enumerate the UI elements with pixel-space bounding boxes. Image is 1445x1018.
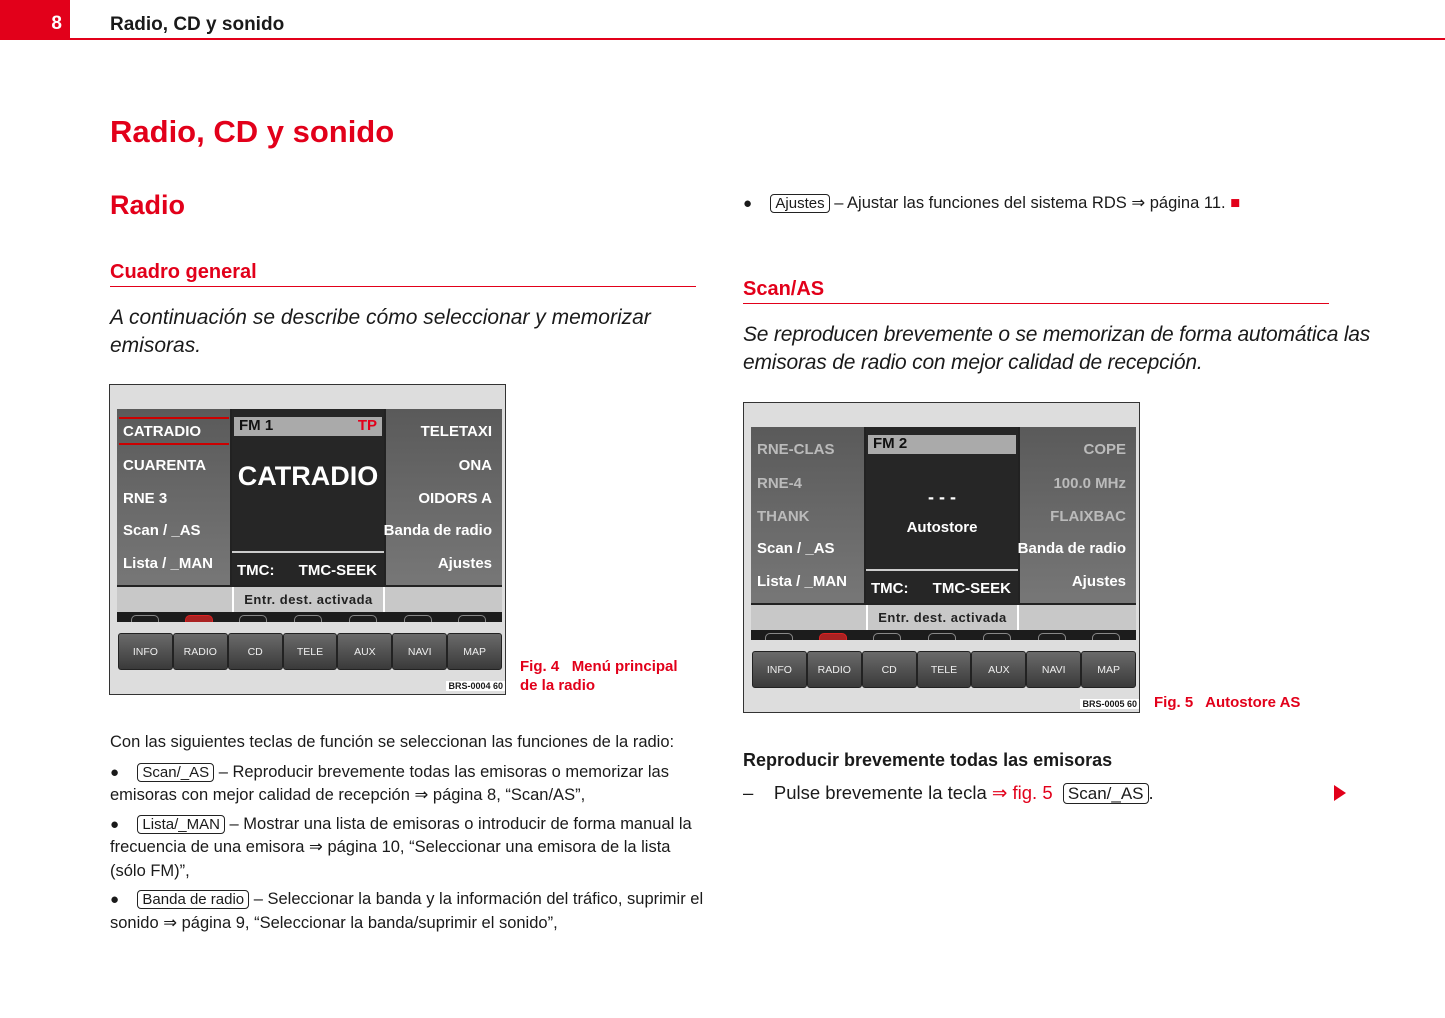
function-section [110, 731, 710, 935]
key-label: Scan/_AS [137, 763, 214, 782]
navi-button[interactable]: NAVI [392, 633, 447, 670]
left-pane [751, 427, 864, 603]
tmc-line [866, 569, 1018, 603]
scan-as-key[interactable]: Scan / _AS [123, 522, 201, 539]
lead-text: Con las siguientes teclas de función se seleccionan las funciones de la radio: [110, 733, 675, 751]
cd-button[interactable]: CD [228, 633, 283, 670]
function-list [110, 761, 710, 936]
intro-text: Se reproducen brevemente o se memorizan de forma automática las emisoras de radio con mejor calidad de recepción. [743, 323, 1371, 374]
ajustes-key[interactable]: Ajustes [437, 555, 492, 572]
key-label: Lista/_MAN [137, 815, 225, 834]
list-item-ajustes: ● Ajustes – Ajustar las funciones del sistema RDS ⇒ página 11. ■ [743, 194, 1241, 212]
tmc-label: TMC: [237, 562, 275, 579]
radio-screen [751, 427, 1136, 640]
status-strip [751, 605, 1136, 630]
running-title: Radio, CD y sonido [110, 14, 285, 35]
key-label: Ajustes [770, 194, 829, 213]
station-name: CATRADIO [237, 461, 379, 491]
radio-screen [117, 409, 502, 622]
intro-text: A continuación se describe cómo seleccionar y memorizar emisoras. [110, 306, 651, 357]
tmc-value: TMC-SEEK [298, 562, 377, 579]
tp-indicator: TP [357, 417, 377, 434]
list-item: ● Lista/_MAN – Mostrar una lista de emisoras o introducir de forma manual la frecuencia de una emisora ⇒ página 10, “Seleccionar una emisora de la lista (sólo FM)”, [110, 814, 692, 880]
map-button[interactable]: MAP [1081, 651, 1136, 688]
figure-code: BRS-0005 60 [1082, 699, 1137, 709]
preset[interactable]: OIDORS A [418, 490, 492, 507]
preset[interactable]: TELETAXI [420, 423, 492, 440]
tele-button[interactable]: TELE [917, 651, 972, 688]
banda-key[interactable]: Banda de radio [383, 522, 492, 539]
preset[interactable]: RNE-CLAS [757, 441, 835, 458]
info-button[interactable]: INFO [752, 651, 807, 688]
item-text: – Seleccionar la banda y la información del tráfico, suprimir el sonido ⇒ página 9, “Seleccionar la banda/suprimir el sonido”, [110, 890, 704, 932]
hardkey-row [118, 633, 502, 670]
figure-5-autostore [743, 402, 1140, 713]
caption-number: Fig. 4 [520, 658, 560, 675]
navi-button[interactable]: NAVI [1026, 651, 1081, 688]
figure-4-caption [520, 657, 695, 695]
center-pane [866, 427, 1018, 603]
page-number: 8 [0, 0, 70, 40]
preset[interactable]: FLAIXBAC [1050, 508, 1126, 525]
tmc-line [232, 551, 384, 585]
map-button[interactable]: MAP [447, 633, 502, 670]
procedure-heading: Reproducir brevemente todas las emisoras [743, 750, 1113, 770]
list-item: ● Banda de radio – Seleccionar la banda y la información del tráfico, suprimir el sonido ⇒ página 9, “Seleccionar la banda/suprimir el sonido”, [110, 890, 704, 932]
page-title: Radio, CD y sonido [110, 114, 395, 149]
status-strip [117, 587, 502, 612]
tele-button[interactable]: TELE [283, 633, 338, 670]
header-rule [70, 38, 1445, 40]
tmc-value: TMC-SEEK [932, 580, 1011, 597]
right-pane [1017, 427, 1136, 603]
center-pane [232, 409, 384, 585]
item-text: – Reproducir brevemente todas las emisoras o memorizar las emisoras con mejor calidad de recepción ⇒ página 8, “Scan/AS”, [110, 762, 669, 804]
left-pane [117, 409, 230, 585]
item-text: – Ajustar las funciones del sistema RDS ⇒ página 11. [829, 194, 1226, 212]
preset[interactable]: RNE-4 [757, 475, 803, 492]
hardkey-row [752, 651, 1136, 688]
lista-man-key[interactable]: Lista / _MAN [123, 555, 214, 572]
item-text: – Mostrar una lista de emisoras o introducir de forma manual la frecuencia de una emisora ⇒ página 10, “Seleccionar una emisora de la lista (sólo FM)”, [110, 814, 692, 880]
status-text: Entr. dest. activada [866, 605, 1019, 630]
figure-4-radio-menu [109, 384, 506, 695]
preset[interactable]: THANK [757, 508, 810, 525]
caption-text: Autostore AS [1205, 694, 1301, 711]
preset[interactable]: CUARENTA [123, 457, 207, 474]
step-end: . [1148, 782, 1154, 803]
band-bar [234, 417, 382, 436]
band-label: FM 2 [873, 435, 908, 452]
figure-code: BRS-0004 60 [448, 681, 503, 691]
preset[interactable]: COPE [1083, 441, 1126, 458]
procedure-step [743, 782, 1154, 804]
band-label: FM 1 [239, 417, 274, 434]
radio-button[interactable]: RADIO [807, 651, 862, 688]
info-button[interactable]: INFO [118, 633, 173, 670]
band-bar [868, 435, 1016, 454]
subsection-title-scan: Scan/AS [743, 278, 1329, 304]
preset[interactable]: ONA [458, 457, 492, 474]
preset[interactable]: RNE 3 [123, 490, 168, 507]
status-text: Entr. dest. activada [232, 587, 385, 612]
autostore-progress: - - - [928, 487, 956, 507]
step-dash: – [743, 782, 754, 803]
figure-link[interactable]: ⇒ fig. 5 [991, 782, 1053, 803]
figure-5-caption [1154, 693, 1300, 712]
key-label: Banda de radio [137, 890, 249, 909]
right-pane [383, 409, 502, 585]
caption-text: Menú principal de la radio [520, 658, 678, 694]
subsection-title-cuadro: Cuadro general [110, 261, 696, 287]
preset[interactable]: 100.0 MHz [1053, 475, 1126, 492]
autostore-label: Autostore [906, 519, 978, 536]
aux-button[interactable]: AUX [971, 651, 1026, 688]
tab-indicators [751, 630, 1136, 640]
preset-selected[interactable]: CATRADIO [123, 423, 202, 440]
tab-indicators [117, 612, 502, 622]
ajustes-key[interactable]: Ajustes [1071, 573, 1126, 590]
tmc-label: TMC: [871, 580, 909, 597]
radio-button[interactable]: RADIO [173, 633, 228, 670]
step-text: Pulse brevemente la tecla [773, 782, 992, 803]
scan-as-key[interactable]: Scan / _AS [757, 540, 835, 557]
lista-man-key[interactable]: Lista / _MAN [757, 573, 848, 590]
cd-button[interactable]: CD [862, 651, 917, 688]
key-label: Scan/_AS [1063, 783, 1149, 804]
section-title: Radio [110, 190, 186, 220]
aux-button[interactable]: AUX [337, 633, 392, 670]
end-mark-icon: ■ [1230, 194, 1241, 212]
banda-key[interactable]: Banda de radio [1017, 540, 1126, 557]
continue-arrow-icon [1334, 785, 1346, 801]
list-item: ● Scan/_AS – Reproducir brevemente todas las emisoras o memorizar las emisoras con mejor calidad de recepción ⇒ página 8, “Scan/AS”, [110, 762, 669, 804]
caption-number: Fig. 5 [1154, 694, 1194, 711]
